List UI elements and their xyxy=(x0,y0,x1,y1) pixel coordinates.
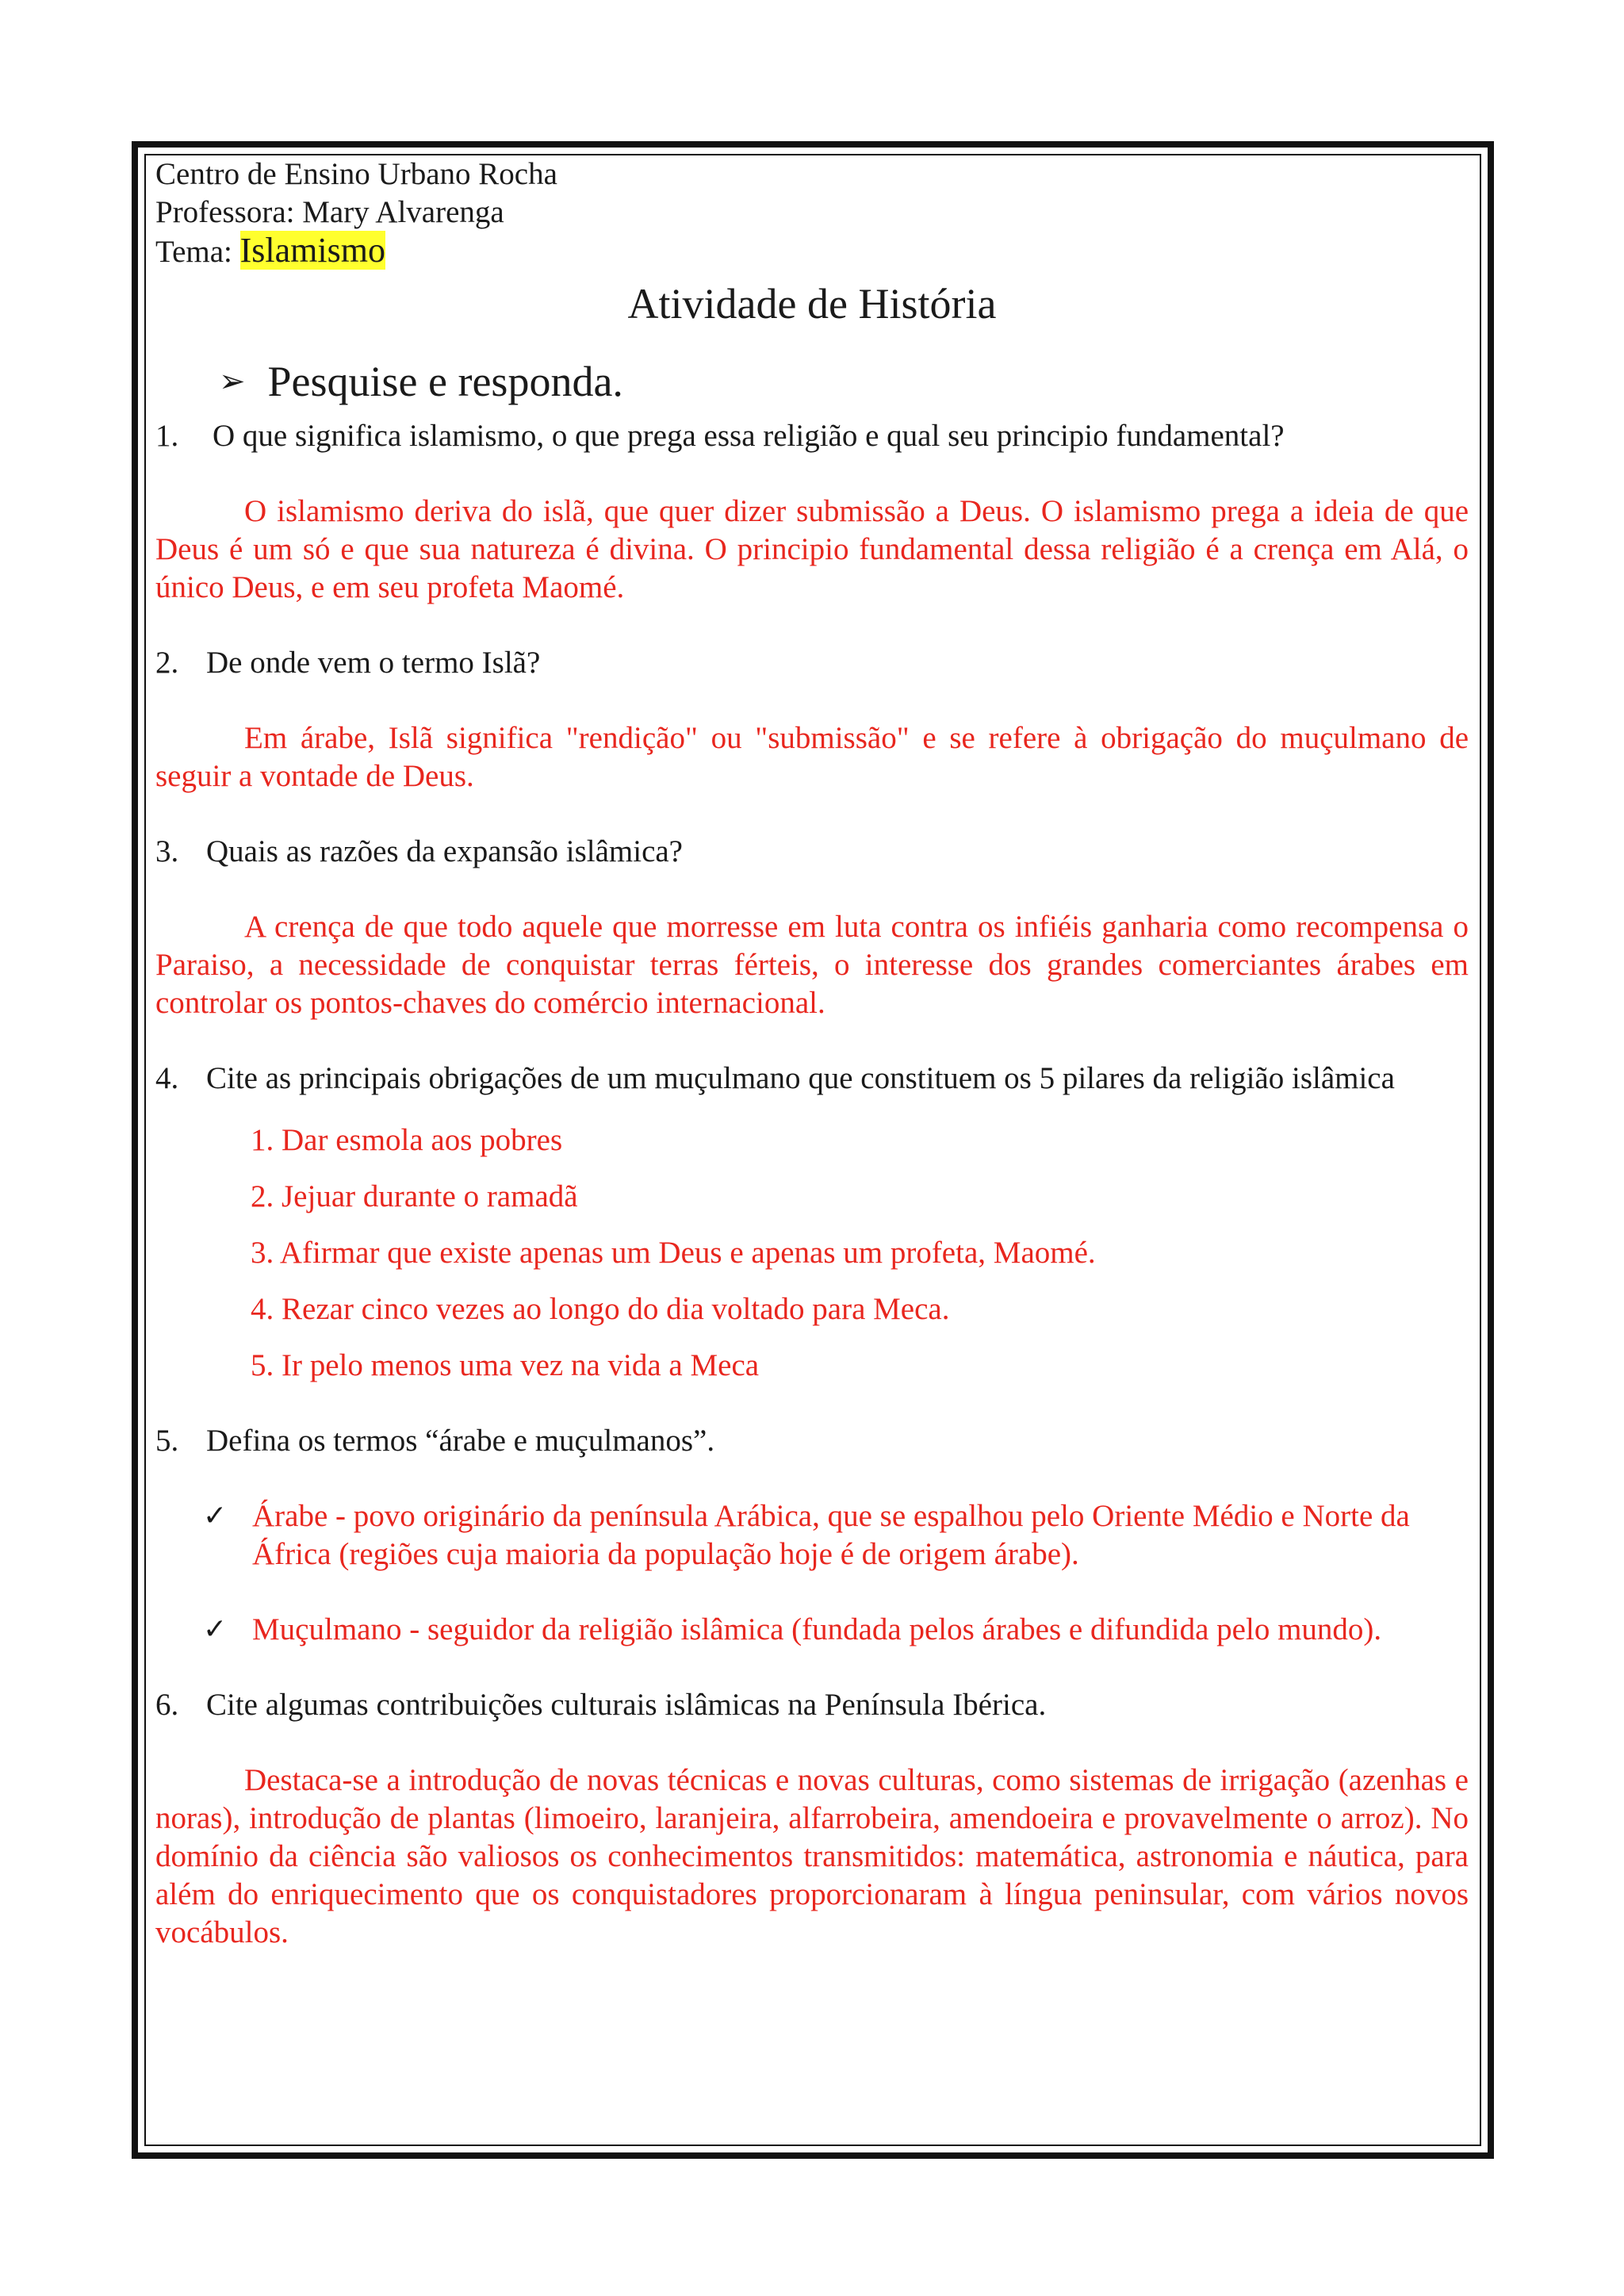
question-text: Cite algumas contribuições culturais islâmicas na Península Ibérica. xyxy=(206,1688,1047,1722)
page-title: Atividade de História xyxy=(627,280,997,328)
checkmark-icon: ✓ xyxy=(203,1500,228,1532)
answer-6: Destaca-se a introdução de novas técnicas e novas culturas, como sistemas de irrigação (azenhas e noras), introdução de plantas (limoeiro, laranjeira, alfarrobeira, amendoeira e provavelmente o arroz). No domínio da ciência são valiosos os conhecimentos transmitidos: matemática, astronomia e náutica, para além do enriquecimento que os conquistadores proporcionaram à língua peninsular, com vários novos vocábulos. xyxy=(155,1763,1469,1949)
answer-2: Em árabe, Islã significa "rendição" ou "submissão" e se refere à obrigação do muçulmano de seguir a vontade de Deus. xyxy=(155,721,1469,793)
question-6 xyxy=(155,1686,1469,1724)
arrow-bullet-icon: ➢ xyxy=(219,363,246,400)
question-number: 3. xyxy=(155,834,179,868)
question-text: Defina os termos “árabe e muçulmanos”. xyxy=(206,1424,715,1458)
definition-text: Árabe - povo originário da península Arábica, que se espalhou pelo Oriente Médio e Norte da África (regiões cuja maioria da população hoje é de origem árabe). xyxy=(252,1499,1410,1571)
question-number: 5. xyxy=(155,1424,179,1458)
checkmark-icon: ✓ xyxy=(203,1613,228,1646)
question-text: De onde vem o termo Islã? xyxy=(206,646,541,680)
theme-value: Islamismo xyxy=(239,231,385,270)
question-number: 4. xyxy=(155,1061,179,1095)
list-item: 2. Jejuar durante o ramadã xyxy=(251,1179,578,1213)
question-4 xyxy=(155,1060,1469,1098)
teacher-name: Professora: Mary Alvarenga xyxy=(155,195,504,229)
theme-label: Tema: xyxy=(155,235,240,269)
list-item: 1. Dar esmola aos pobres xyxy=(251,1123,563,1157)
pillars-list xyxy=(155,1121,1469,1403)
question-number: 6. xyxy=(155,1688,179,1722)
theme-line xyxy=(155,232,1469,271)
list-item: 4. Rezar cinco vezes ao longo do dia voltado para Meca. xyxy=(251,1292,950,1326)
definition-muculmano xyxy=(203,1611,1469,1649)
list-item: 5. Ir pelo menos uma vez na vida a Meca xyxy=(251,1348,760,1382)
question-2 xyxy=(155,644,1469,682)
question-number: 1. xyxy=(155,419,179,453)
question-text: O que significa islamismo, o que prega essa religião e qual seu principio fundamental? xyxy=(213,419,1285,453)
question-number: 2. xyxy=(155,646,179,680)
question-5 xyxy=(155,1422,1469,1460)
answer-3: A crença de que todo aquele que morresse em luta contra os infiéis ganharia como recompensa o Paraiso, a necessidade de conquistar terras férteis, o interesse dos grandes comerciantes árabes em controlar os pontos-chaves do comércio internacional. xyxy=(155,910,1469,1020)
instruction xyxy=(219,355,1469,408)
question-3 xyxy=(155,833,1469,871)
question-1 xyxy=(155,417,1469,455)
list-item: 3. Afirmar que existe apenas um Deus e apenas um profeta, Maomé. xyxy=(251,1236,1096,1270)
school-name: Centro de Ensino Urbano Rocha xyxy=(155,157,557,191)
definition-text: Muçulmano - seguidor da religião islâmica (fundada pelos árabes e difundida pelo mundo). xyxy=(252,1612,1382,1646)
question-text: Quais as razões da expansão islâmica? xyxy=(206,834,683,868)
definition-arabe xyxy=(203,1497,1469,1573)
document-body xyxy=(155,155,1469,1952)
instruction-text: Pesquise e responda. xyxy=(267,358,623,405)
question-text: Cite as principais obrigações de um muçulmano que constituem os 5 pilares da religião islâmica xyxy=(206,1061,1395,1095)
answer-1: O islamismo deriva do islã, que quer dizer submissão a Deus. O islamismo prega a ideia de que Deus é um só e que sua natureza é divina. O principio fundamental dessa religião é a crença em Alá, o único Deus, e em seu profeta Maomé. xyxy=(155,494,1469,604)
